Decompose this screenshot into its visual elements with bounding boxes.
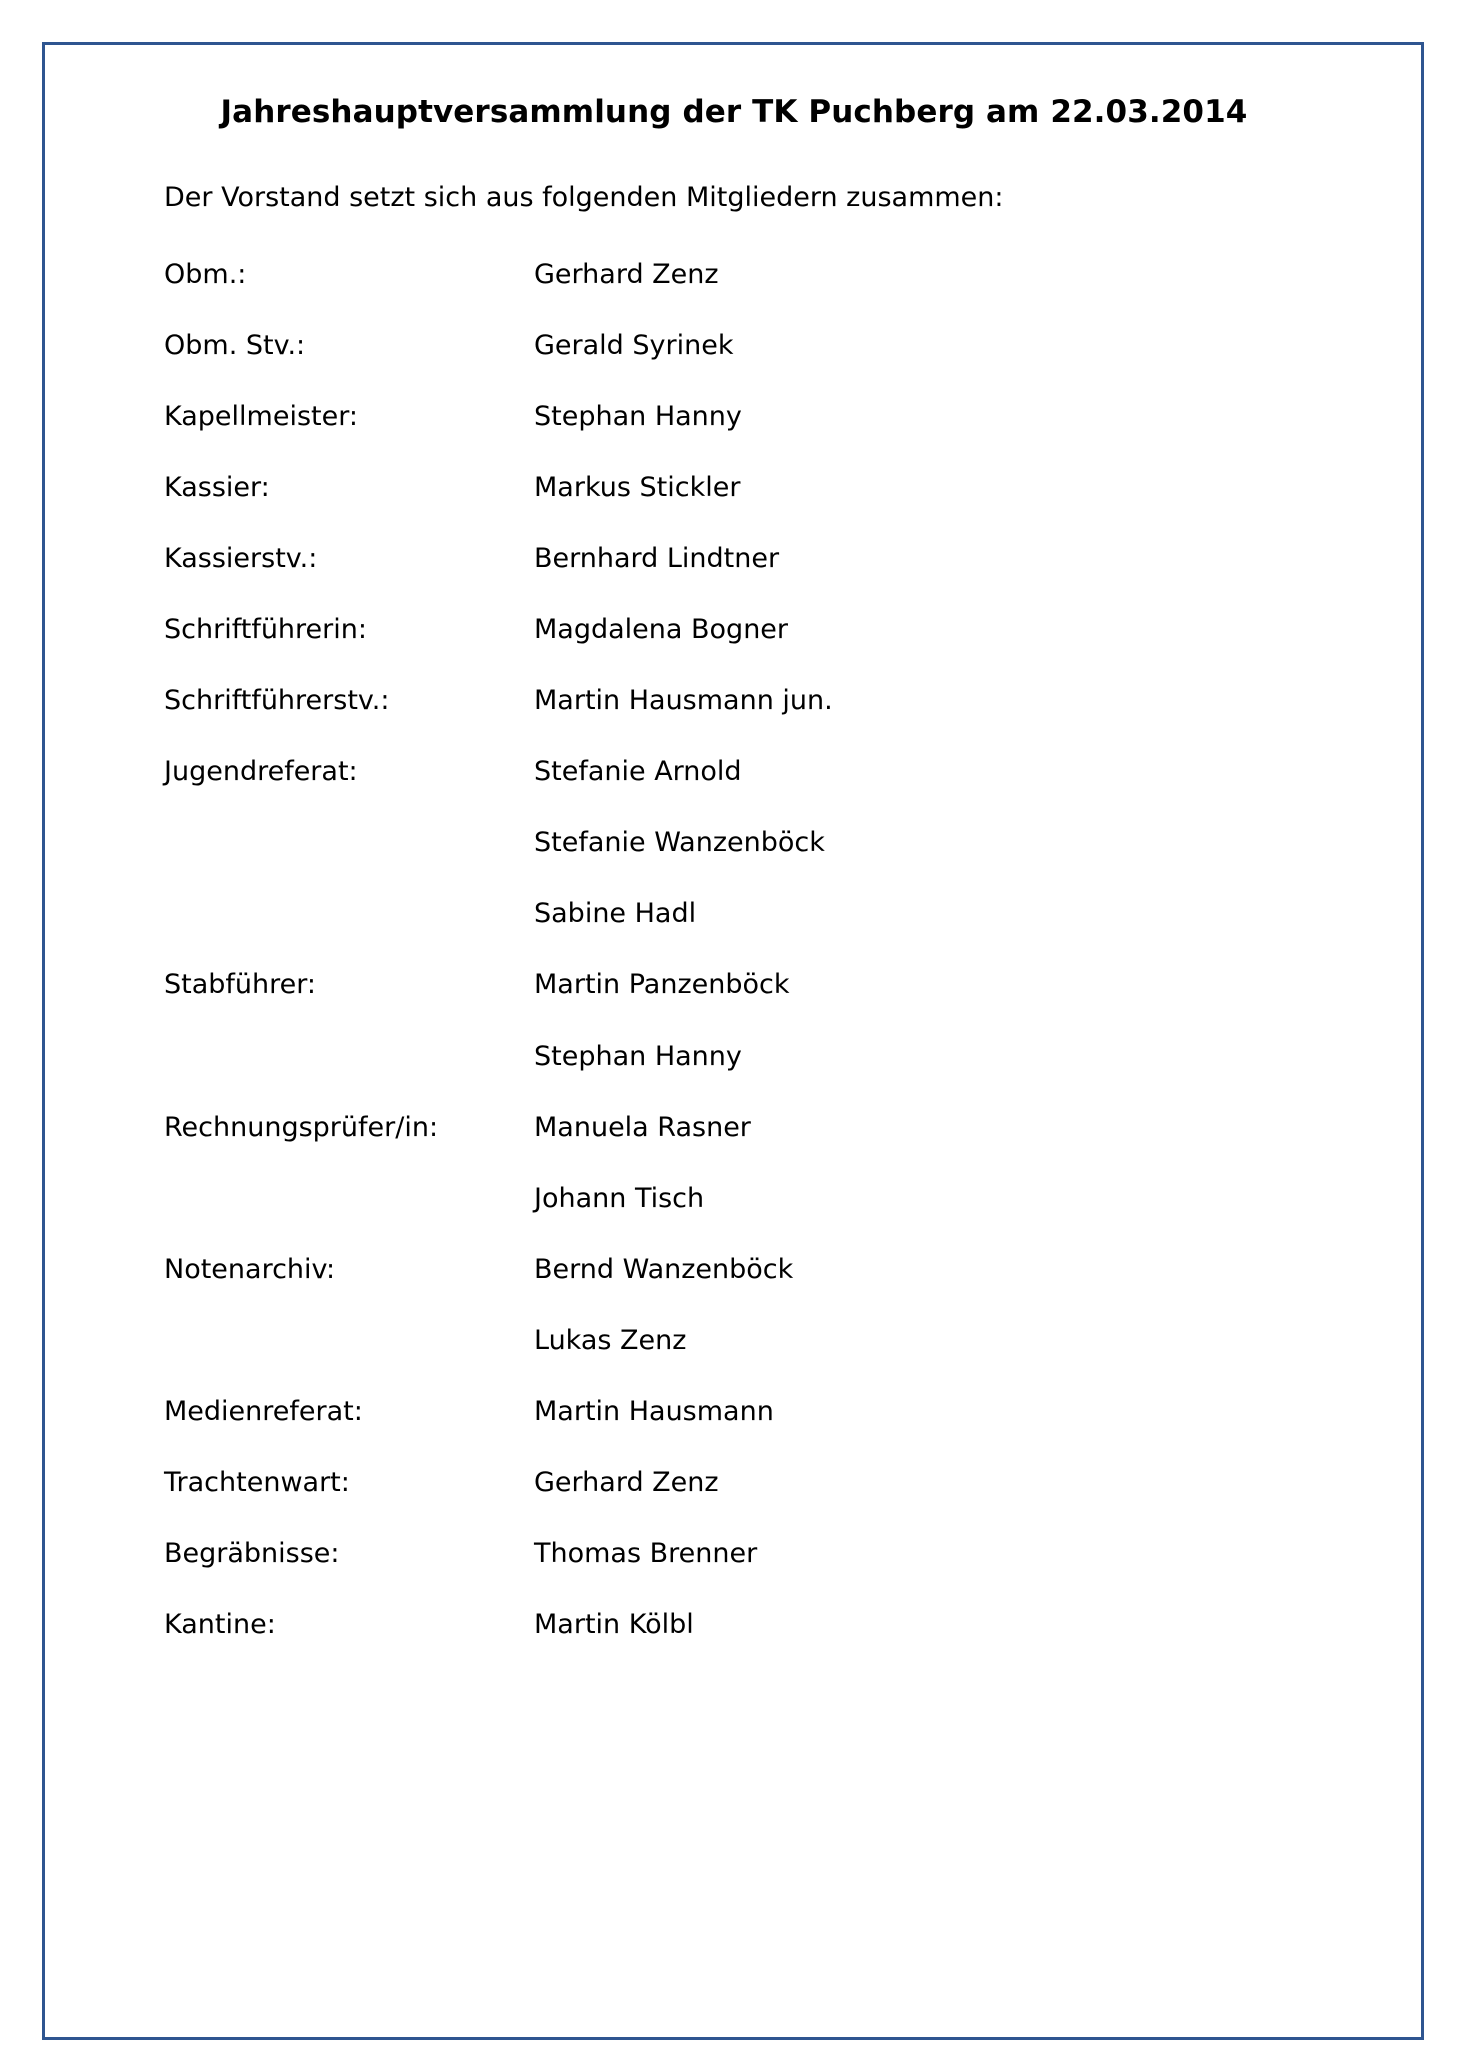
member-name: Bernhard Lindtner [534,543,780,575]
role-label: Notenarchiv: [164,1253,336,1285]
role-label: Medienreferat: [164,1395,363,1427]
member-name: Martin Panzenböck [534,969,790,1001]
list-item [164,1609,1344,1640]
role-label: Schriftführerin: [164,614,367,646]
role-label: Rechnungsprüfer/in: [164,1111,439,1143]
list-item [164,1467,1344,1498]
role-label: Schriftführerstv.: [164,685,390,717]
list-item [164,330,1344,361]
role-label: Kapellmeister: [164,401,358,433]
list-item [164,614,1344,645]
role-label: Kassierstv.: [164,543,318,575]
member-name: Stephan Hanny [534,1040,742,1072]
list-item [164,827,1344,858]
list-item [164,401,1344,432]
list-item [164,472,1344,503]
board-member-list [124,259,1344,1640]
role-label: Kantine: [164,1608,276,1640]
member-name: Martin Kölbl [534,1608,694,1640]
member-name: Stefanie Arnold [534,756,742,788]
role-label: Trachtenwart: [164,1466,350,1498]
member-name: Martin Hausmann jun. [534,685,833,717]
intro-paragraph: Der Vorstand setzt sich aus folgenden Mitgliedern zusammen: [164,182,1004,213]
list-item [164,969,1344,1000]
member-name: Bernd Wanzenböck [534,1253,794,1285]
list-item [164,685,1344,716]
page-title: Jahreshauptversammlung der TK Puchberg am 22.03.2014 [220,94,1248,130]
list-item [164,1538,1344,1569]
member-name: Markus Stickler [534,472,741,504]
member-name: Gerhard Zenz [534,259,719,290]
role-label: Begräbnisse: [164,1537,340,1569]
member-name: Sabine Hadl [534,898,697,930]
role-label: Kassier: [164,472,270,504]
list-item [164,1396,1344,1427]
member-name: Gerhard Zenz [534,1466,719,1498]
list-item [164,1325,1344,1356]
member-name: Manuela Rasner [534,1111,751,1143]
list-item [164,1183,1344,1214]
member-name: Gerald Syrinek [534,330,734,362]
member-name: Thomas Brenner [534,1537,758,1569]
list-item [164,1112,1344,1143]
member-name: Lukas Zenz [534,1324,687,1356]
list-item [164,898,1344,929]
role-label: Obm. Stv.: [164,330,306,362]
member-name: Martin Hausmann [534,1395,774,1427]
member-name: Stefanie Wanzenböck [534,827,825,859]
member-name: Stephan Hanny [534,401,742,433]
member-name: Magdalena Bogner [534,614,789,646]
role-label: Jugendreferat: [164,756,358,788]
list-item [164,259,1344,290]
role-label: Obm.: [164,259,247,290]
list-item [164,1041,1344,1072]
document-content [44,42,1424,1640]
list-item [164,543,1344,574]
role-label: Stabführer: [164,969,316,1001]
list-item [164,1254,1344,1285]
list-item [164,756,1344,787]
member-name: Johann Tisch [534,1182,705,1214]
